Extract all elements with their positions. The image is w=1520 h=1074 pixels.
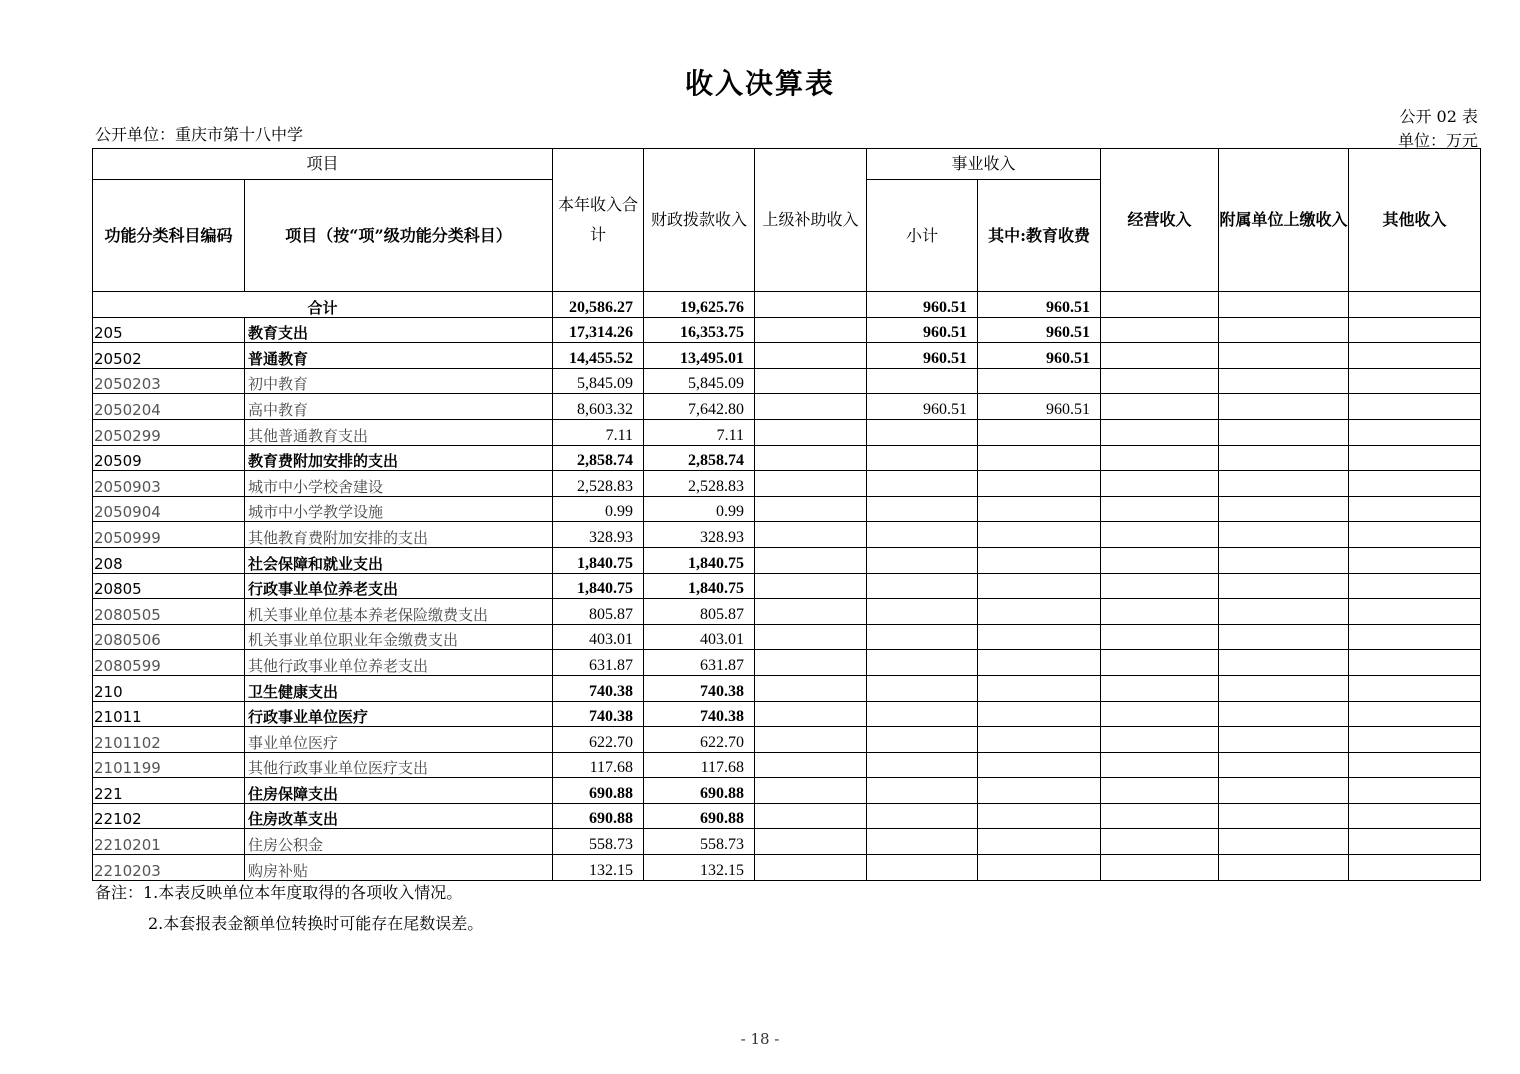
row-total: 690.88 <box>553 803 644 829</box>
row-operating <box>1101 624 1219 650</box>
total-operating <box>1101 292 1219 318</box>
row-code: 22102 <box>93 803 245 829</box>
row-fiscal: 622.70 <box>644 727 755 753</box>
row-code: 208 <box>93 547 245 573</box>
row-operating <box>1101 675 1219 701</box>
note-2: 2.本套报表金额单位转换时可能存在尾数误差。 <box>148 914 484 933</box>
row-affiliate <box>1219 752 1349 778</box>
row-operating <box>1101 471 1219 497</box>
row-name: 卫生健康支出 <box>245 675 553 701</box>
table-row <box>93 496 1481 522</box>
row-superior <box>755 829 867 855</box>
row-operating <box>1101 419 1219 445</box>
row-name: 机关事业单位基本养老保险缴费支出 <box>245 599 553 625</box>
row-fiscal: 7,642.80 <box>644 394 755 420</box>
row-name: 普通教育 <box>245 343 553 369</box>
row-other <box>1349 778 1481 804</box>
row-fiscal: 13,495.01 <box>644 343 755 369</box>
row-edu-fee <box>978 599 1101 625</box>
row-affiliate <box>1219 778 1349 804</box>
row-fiscal: 7.11 <box>644 419 755 445</box>
row-operating <box>1101 317 1219 343</box>
row-edu-fee <box>978 778 1101 804</box>
row-subtotal <box>867 522 978 548</box>
row-subtotal <box>867 445 978 471</box>
row-subtotal <box>867 727 978 753</box>
row-edu-fee <box>978 727 1101 753</box>
row-name: 住房公积金 <box>245 829 553 855</box>
table-row <box>93 547 1481 573</box>
row-affiliate <box>1219 599 1349 625</box>
row-operating <box>1101 727 1219 753</box>
row-name: 购房补贴 <box>245 855 553 881</box>
row-total: 558.73 <box>553 829 644 855</box>
row-superior <box>755 650 867 676</box>
row-fiscal: 1,840.75 <box>644 573 755 599</box>
row-affiliate <box>1219 419 1349 445</box>
row-other <box>1349 624 1481 650</box>
row-name: 机关事业单位职业年金缴费支出 <box>245 624 553 650</box>
row-operating <box>1101 650 1219 676</box>
row-superior <box>755 701 867 727</box>
reporting-unit: 公开单位：重庆市第十八中学 <box>95 125 304 144</box>
row-total: 2,858.74 <box>553 445 644 471</box>
row-code: 2080599 <box>93 650 245 676</box>
row-operating <box>1101 343 1219 369</box>
table-row <box>93 445 1481 471</box>
row-operating <box>1101 573 1219 599</box>
row-operating <box>1101 803 1219 829</box>
row-code: 2050203 <box>93 368 245 394</box>
row-name: 住房改革支出 <box>245 803 553 829</box>
row-name: 社会保障和就业支出 <box>245 547 553 573</box>
total-fiscal: 19,625.76 <box>644 292 755 318</box>
row-name: 事业单位医疗 <box>245 727 553 753</box>
row-subtotal <box>867 701 978 727</box>
row-code: 2101199 <box>93 752 245 778</box>
row-edu-fee: 960.51 <box>978 317 1101 343</box>
header-business-income: 事业收入 <box>867 149 1101 180</box>
row-fiscal: 117.68 <box>644 752 755 778</box>
row-total: 0.99 <box>553 496 644 522</box>
table-row <box>93 855 1481 881</box>
row-affiliate <box>1219 829 1349 855</box>
row-edu-fee <box>978 496 1101 522</box>
row-affiliate <box>1219 803 1349 829</box>
row-affiliate <box>1219 675 1349 701</box>
table-row <box>93 778 1481 804</box>
row-fiscal: 0.99 <box>644 496 755 522</box>
row-fiscal: 740.38 <box>644 701 755 727</box>
row-other <box>1349 368 1481 394</box>
row-subtotal: 960.51 <box>867 317 978 343</box>
row-subtotal <box>867 778 978 804</box>
row-name: 初中教育 <box>245 368 553 394</box>
row-operating <box>1101 394 1219 420</box>
header-code: 功能分类科目编码 <box>93 180 245 292</box>
row-other <box>1349 419 1481 445</box>
row-name: 教育支出 <box>245 317 553 343</box>
row-code: 2050204 <box>93 394 245 420</box>
row-affiliate <box>1219 445 1349 471</box>
total-label: 合计 <box>93 292 553 318</box>
table-row <box>93 803 1481 829</box>
row-name: 其他行政事业单位医疗支出 <box>245 752 553 778</box>
row-other <box>1349 752 1481 778</box>
row-name: 教育费附加安排的支出 <box>245 445 553 471</box>
row-total: 740.38 <box>553 701 644 727</box>
row-subtotal <box>867 599 978 625</box>
row-edu-fee <box>978 573 1101 599</box>
row-edu-fee <box>978 803 1101 829</box>
row-superior <box>755 343 867 369</box>
row-code: 20805 <box>93 573 245 599</box>
row-affiliate <box>1219 547 1349 573</box>
row-subtotal <box>867 675 978 701</box>
row-code: 2050903 <box>93 471 245 497</box>
row-operating <box>1101 778 1219 804</box>
row-superior <box>755 317 867 343</box>
header-total: 本年收入合计 <box>553 149 644 292</box>
header-operating: 经营收入 <box>1101 149 1219 292</box>
row-total: 17,314.26 <box>553 317 644 343</box>
row-total: 5,845.09 <box>553 368 644 394</box>
row-operating <box>1101 829 1219 855</box>
row-other <box>1349 573 1481 599</box>
row-name: 城市中小学教学设施 <box>245 496 553 522</box>
row-edu-fee <box>978 829 1101 855</box>
row-code: 2101102 <box>93 727 245 753</box>
row-total: 328.93 <box>553 522 644 548</box>
table-row <box>93 650 1481 676</box>
row-operating <box>1101 547 1219 573</box>
row-fiscal: 740.38 <box>644 675 755 701</box>
row-total: 690.88 <box>553 778 644 804</box>
row-total: 805.87 <box>553 599 644 625</box>
row-affiliate <box>1219 343 1349 369</box>
row-fiscal: 328.93 <box>644 522 755 548</box>
page-number: - 18 - <box>740 1030 780 1048</box>
row-other <box>1349 496 1481 522</box>
row-affiliate <box>1219 701 1349 727</box>
row-code: 2210201 <box>93 829 245 855</box>
row-edu-fee: 960.51 <box>978 343 1101 369</box>
row-operating <box>1101 496 1219 522</box>
row-total: 631.87 <box>553 650 644 676</box>
table-row <box>93 394 1481 420</box>
row-code: 221 <box>93 778 245 804</box>
row-code: 20502 <box>93 343 245 369</box>
table-row <box>93 752 1481 778</box>
row-fiscal: 805.87 <box>644 599 755 625</box>
row-fiscal: 1,840.75 <box>644 547 755 573</box>
row-superior <box>755 624 867 650</box>
row-total: 403.01 <box>553 624 644 650</box>
row-affiliate <box>1219 471 1349 497</box>
row-fiscal: 558.73 <box>644 829 755 855</box>
table-row <box>93 522 1481 548</box>
row-superior <box>755 471 867 497</box>
table-row <box>93 419 1481 445</box>
table-row <box>93 343 1481 369</box>
row-code: 2210203 <box>93 855 245 881</box>
row-fiscal: 16,353.75 <box>644 317 755 343</box>
row-other <box>1349 803 1481 829</box>
row-name: 行政事业单位养老支出 <box>245 573 553 599</box>
row-superior <box>755 727 867 753</box>
row-superior <box>755 368 867 394</box>
row-total: 1,840.75 <box>553 573 644 599</box>
row-total: 1,840.75 <box>553 547 644 573</box>
row-edu-fee <box>978 547 1101 573</box>
header-superior: 上级补助收入 <box>755 149 867 292</box>
row-other <box>1349 701 1481 727</box>
total-subtotal: 960.51 <box>867 292 978 318</box>
header-fiscal: 财政拨款收入 <box>644 149 755 292</box>
row-name: 行政事业单位医疗 <box>245 701 553 727</box>
row-superior <box>755 496 867 522</box>
row-edu-fee <box>978 522 1101 548</box>
table-row <box>93 727 1481 753</box>
row-affiliate <box>1219 522 1349 548</box>
row-subtotal <box>867 650 978 676</box>
row-total: 2,528.83 <box>553 471 644 497</box>
row-fiscal: 690.88 <box>644 778 755 804</box>
row-subtotal: 960.51 <box>867 394 978 420</box>
row-other <box>1349 675 1481 701</box>
row-subtotal: 960.51 <box>867 343 978 369</box>
row-other <box>1349 471 1481 497</box>
row-subtotal <box>867 803 978 829</box>
row-fiscal: 5,845.09 <box>644 368 755 394</box>
row-code: 210 <box>93 675 245 701</box>
row-fiscal: 2,528.83 <box>644 471 755 497</box>
row-name: 城市中小学校舍建设 <box>245 471 553 497</box>
row-superior <box>755 778 867 804</box>
row-operating <box>1101 855 1219 881</box>
row-total: 7.11 <box>553 419 644 445</box>
row-superior <box>755 419 867 445</box>
row-total: 740.38 <box>553 675 644 701</box>
row-other <box>1349 522 1481 548</box>
row-operating <box>1101 752 1219 778</box>
row-other <box>1349 650 1481 676</box>
row-affiliate <box>1219 650 1349 676</box>
row-fiscal: 403.01 <box>644 624 755 650</box>
row-other <box>1349 547 1481 573</box>
row-affiliate <box>1219 368 1349 394</box>
table-number: 公开 02 表 <box>1399 107 1478 126</box>
row-superior <box>755 547 867 573</box>
row-superior <box>755 855 867 881</box>
header-edu-fee: 其中:教育收费 <box>978 180 1101 292</box>
row-other <box>1349 599 1481 625</box>
row-affiliate <box>1219 855 1349 881</box>
row-edu-fee <box>978 368 1101 394</box>
row-fiscal: 132.15 <box>644 855 755 881</box>
row-name: 其他行政事业单位养老支出 <box>245 650 553 676</box>
row-subtotal <box>867 419 978 445</box>
note-1: 备注：1.本表反映单位本年度取得的各项收入情况。 <box>95 883 463 902</box>
total-other <box>1349 292 1481 318</box>
row-affiliate <box>1219 573 1349 599</box>
row-total: 132.15 <box>553 855 644 881</box>
row-superior <box>755 522 867 548</box>
row-operating <box>1101 599 1219 625</box>
row-subtotal <box>867 752 978 778</box>
row-code: 20509 <box>93 445 245 471</box>
row-code: 21011 <box>93 701 245 727</box>
table-row <box>93 471 1481 497</box>
table-row <box>93 573 1481 599</box>
row-name: 住房保障支出 <box>245 778 553 804</box>
header-other: 其他收入 <box>1349 149 1481 292</box>
row-total: 14,455.52 <box>553 343 644 369</box>
table-row <box>93 624 1481 650</box>
row-subtotal <box>867 471 978 497</box>
header-project: 项目 <box>93 149 553 180</box>
row-edu-fee <box>978 675 1101 701</box>
row-total: 8,603.32 <box>553 394 644 420</box>
row-code: 2050999 <box>93 522 245 548</box>
row-other <box>1349 343 1481 369</box>
total-income: 20,586.27 <box>553 292 644 318</box>
row-superior <box>755 675 867 701</box>
row-total: 622.70 <box>553 727 644 753</box>
row-subtotal <box>867 547 978 573</box>
row-superior <box>755 752 867 778</box>
table-row <box>93 368 1481 394</box>
row-other <box>1349 317 1481 343</box>
row-name: 其他普通教育支出 <box>245 419 553 445</box>
row-superior <box>755 599 867 625</box>
row-affiliate <box>1219 624 1349 650</box>
row-edu-fee <box>978 624 1101 650</box>
row-other <box>1349 445 1481 471</box>
total-row <box>93 292 1481 318</box>
row-edu-fee <box>978 419 1101 445</box>
currency-unit: 单位：万元 <box>1397 131 1478 150</box>
row-superior <box>755 803 867 829</box>
row-other <box>1349 394 1481 420</box>
row-fiscal: 2,858.74 <box>644 445 755 471</box>
page-title: 收入决算表 <box>684 67 835 100</box>
row-code: 2050299 <box>93 419 245 445</box>
row-fiscal: 631.87 <box>644 650 755 676</box>
row-subtotal <box>867 496 978 522</box>
row-edu-fee <box>978 701 1101 727</box>
row-subtotal <box>867 368 978 394</box>
row-edu-fee <box>978 752 1101 778</box>
header-affiliate: 附属单位上缴收入 <box>1219 149 1349 292</box>
row-affiliate <box>1219 317 1349 343</box>
total-affiliate <box>1219 292 1349 318</box>
total-superior <box>755 292 867 318</box>
table-row <box>93 317 1481 343</box>
header-subtotal: 小计 <box>867 180 978 292</box>
row-edu-fee <box>978 855 1101 881</box>
row-edu-fee: 960.51 <box>978 394 1101 420</box>
row-affiliate <box>1219 727 1349 753</box>
row-code: 2080505 <box>93 599 245 625</box>
row-subtotal <box>867 855 978 881</box>
row-subtotal <box>867 829 978 855</box>
row-edu-fee <box>978 445 1101 471</box>
row-subtotal <box>867 573 978 599</box>
table-row <box>93 829 1481 855</box>
row-code: 205 <box>93 317 245 343</box>
row-edu-fee <box>978 471 1101 497</box>
row-total: 117.68 <box>553 752 644 778</box>
row-subtotal <box>867 624 978 650</box>
table-row <box>93 599 1481 625</box>
row-name: 其他教育费附加安排的支出 <box>245 522 553 548</box>
total-edu-fee: 960.51 <box>978 292 1101 318</box>
row-name: 高中教育 <box>245 394 553 420</box>
row-other <box>1349 727 1481 753</box>
header-name: 项目（按“项”级功能分类科目） <box>245 180 553 292</box>
row-operating <box>1101 368 1219 394</box>
row-code: 2080506 <box>93 624 245 650</box>
row-superior <box>755 573 867 599</box>
table-row <box>93 675 1481 701</box>
table-row <box>93 701 1481 727</box>
row-other <box>1349 829 1481 855</box>
row-operating <box>1101 522 1219 548</box>
row-code: 2050904 <box>93 496 245 522</box>
row-other <box>1349 855 1481 881</box>
row-affiliate <box>1219 496 1349 522</box>
row-operating <box>1101 701 1219 727</box>
row-superior <box>755 394 867 420</box>
row-edu-fee <box>978 650 1101 676</box>
row-fiscal: 690.88 <box>644 803 755 829</box>
row-superior <box>755 445 867 471</box>
row-affiliate <box>1219 394 1349 420</box>
income-table <box>92 148 1481 881</box>
row-operating <box>1101 445 1219 471</box>
